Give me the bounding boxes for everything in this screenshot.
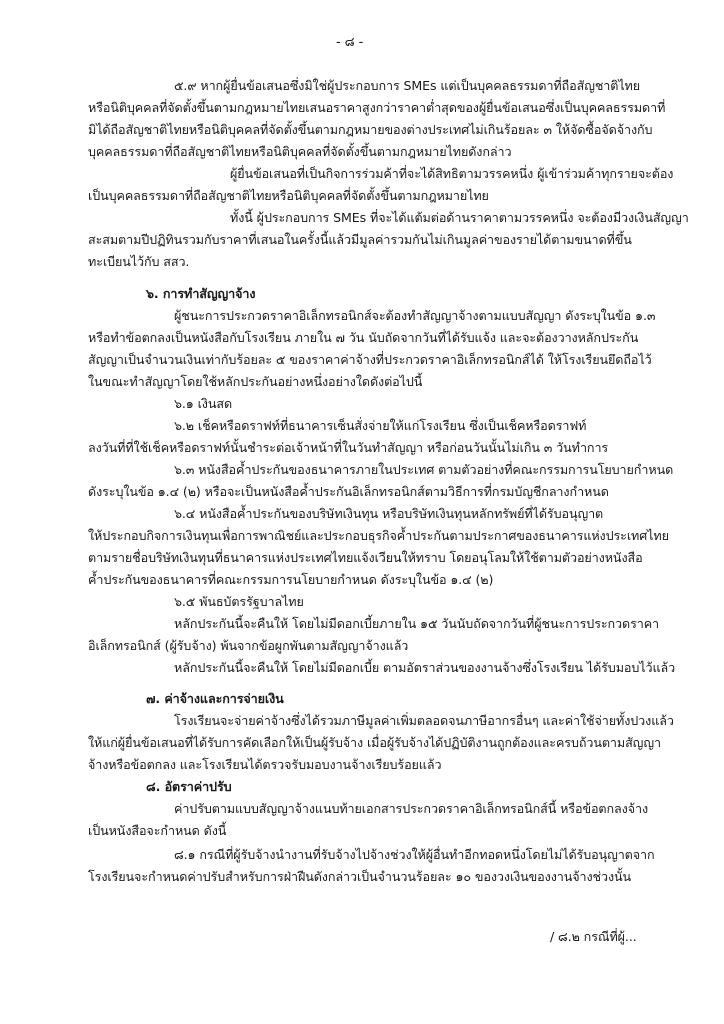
continuation-note: / ๘.๒ กรณีที่ผู้... [550,929,637,944]
para-5-9-line-4: บุคคลธรรมดาที่ถือสัญชาติไทยหรือนิติบุคคลที่จัดตั้งขึ้นตามกฎหมายไทยดังกล่าว [88,144,512,159]
item-6-4-line-3: ตามรายชื่อบริษัทเงินทุนที่ธนาคารแห่งประเทศไทยแจ้งเวียนให้ทราบ โดยอนุโลมให้ใช้ตามตัวอย่างหนังสือ [88,550,643,565]
para-6-line-3: สัญญาเป็นจำนวนเงินเท่ากับร้อยละ ๕ ของราคาค่าจ้างที่ประกวดราคาอิเล็กทรอนิกส์ได้ ให้โรงเรียนยึดถือไว้ [88,352,652,367]
item-6-1: ๖.๑ เงินสด [174,396,233,411]
item-8-1-line-2: โรงเรียนจะกำหนดค่าปรับสำหรับการฝ่าฝืนดังกล่าวเป็นจำนวนร้อยละ ๑๐ ของวงเงินของงานจ้างช่วงนั้น [88,869,632,884]
item-6-4-line-2: ให้ประกอบกิจการเงินทุนเพื่อการพาณิชย์และประกอบธุรกิจค้ำประกันตามประกาศของธนาคารแห่งประเทศไทย [88,528,669,543]
para-5-9-line-7: ทั้งนี้ ผู้ประกอบการ SMEs ที่จะได้แต้มต่อด้านราคาตามวรรคหนึ่ง จะต้องมีวงเงินสัญญา [230,210,689,225]
para-6-line-2: หรือทำข้อตกลงเป็นหนังสือกับโรงเรียน ภายใน ๗ วัน นับถัดจากวันที่ได้รับแจ้ง และจะต้องวางหลักประกัน [88,330,639,345]
para-8-line-1: ค่าปรับตามแบบสัญญาจ้างแนบท้ายเอกสารประกวดราคาอิเล็กทรอนิกส์นี้ หรือข้อตกลงจ้าง [174,801,648,816]
para-5-9-line-5: ผู้ยื่นข้อเสนอที่เป็นกิจการร่วมค้าที่จะได้สิทธิตามวรรคหนึ่ง ผู้เข้าร่วมค้าทุกรายจะต้อง [230,166,674,181]
para-6-return-line-2: อิเล็กทรอนิกส์ (ผู้รับจ้าง) พ้นจากข้อผูกพันตามสัญญาจ้างแล้ว [88,638,409,653]
para-5-9-line-6: เป็นบุคคลธรรมดาที่ถือสัญชาติไทยหรือนิติบุคคลที่จัดตั้งขึ้นตามกฎหมายไทย [88,188,489,203]
para-6-line-4: ในขณะทำสัญญาโดยใช้หลักประกันอย่างหนึ่งอย่างใดดังต่อไปนี้ [88,374,423,389]
para-6-return-line-1: หลักประกันนี้จะคืนให้ โดยไม่มีดอกเบี้ยภายใน ๑๕ วันนับถัดจากวันที่ผู้ชนะการประกวดราคา [174,616,660,631]
heading-section-7: ๗. ค่าจ้างและการจ่ายเงิน [146,691,284,706]
para-5-9-line-3: มิได้ถือสัญชาติไทยหรือนิติบุคคลที่จัดตั้งขึ้นตามกฎหมายของต่างประเทศไม่เกินร้อยละ ๓ ให้จัดซื้อจัดจ้างกับ [88,122,653,137]
para-5-9-line-2: หรือนิติบุคคลที่จัดตั้งขึ้นตามกฎหมายไทยเสนอราคาสูงกว่าราคาต่ำสุดของผู้ยื่นข้อเสนอซึ่งเป็นบุคคลธรรมดาที่ [88,100,666,115]
heading-section-8: ๘. อัตราค่าปรับ [146,779,232,794]
item-6-4-line-4: ค้ำประกันของธนาคารที่คณะกรรมการนโยบายกำหนด ดังระบุในข้อ ๑.๔ (๒) [88,572,494,587]
para-7-line-1: โรงเรียนจะจ่ายค่าจ้างซึ่งได้รวมภาษีมูลค่าเพิ่มตลอดจนภาษีอากรอื่นๆ และค่าใช้จ่ายทั้งปวงแล้ว [174,713,674,728]
item-6-2-line-2: ลงวันที่ที่ใช้เช็คหรือดราฟท์นั้นชำระต่อเจ้าหน้าที่ในวันทำสัญญา หรือก่อนวันนั้นไม่เกิน ๓ วันทำการ [88,440,609,455]
heading-section-6: ๖. การทำสัญญาจ้าง [146,286,256,301]
item-6-5: ๖.๕ พันธบัตรรัฐบาลไทย [174,594,304,609]
item-6-3-line-2: ดังระบุในข้อ ๑.๔ (๒) หรือจะเป็นหนังสือค้ำประกันอิเล็กทรอนิกส์ตามวิธีการที่กรมบัญชีกลางกำหนด [88,484,609,499]
item-6-2-line-1: ๖.๒ เช็คหรือดราฟท์ที่ธนาคารเซ็นสั่งจ่ายให้แก่โรงเรียน ซึ่งเป็นเช็คหรือดราฟท์ [174,418,587,433]
para-8-line-2: เป็นหนังสือจะกำหนด ดังนี้ [88,823,227,838]
para-6-return-line-3: หลักประกันนี้จะคืนให้ โดยไม่มีดอกเบี้ย ตามอัตราส่วนของงานจ้างซึ่งโรงเรียน ได้รับมอบไว้แล้ว [174,660,676,675]
para-7-line-3: จ้างหรือข้อตกลง และโรงเรียนได้ตรวจรับมอบงานจ้างเรียบร้อยแล้ว [88,757,442,772]
page-number: - ๘ - [336,35,364,50]
para-5-9-line-1: ๕.๙ หากผู้ยื่นข้อเสนอซึ่งมิใช่ผู้ประกอบการ SMEs แต่เป็นบุคคลธรรมดาที่ถือสัญชาติไทย [174,78,641,93]
item-6-4-line-1: ๖.๔ หนังสือค้ำประกันของบริษัทเงินทุน หรือบริษัทเงินทุนหลักทรัพย์ที่ได้รับอนุญาต [174,506,604,521]
para-5-9-line-8: สะสมตามปีปฏิทินรวมกับราคาที่เสนอในครั้งนี้แล้วมีมูลค่ารวมกันไม่เกินมูลค่าของรายได้ตามขนาดที่ขึ้น [88,232,632,247]
para-6-line-1: ผู้ชนะการประกวดราคาอิเล็กทรอนิกส์จะต้องทำสัญญาจ้างตามแบบสัญญา ดังระบุในข้อ ๑.๓ [174,308,656,323]
para-5-9-line-9: ทะเบียนไว้กับ สสว. [88,254,190,269]
item-8-1-line-1: ๘.๑ กรณีที่ผู้รับจ้างนำงานที่รับจ้างไปจ้างช่วงให้ผู้อื่นทำอีกทอดหนึ่งโดยไม่ได้รับอนุญาตจาก [174,847,655,862]
item-6-3-line-1: ๖.๓ หนังสือค้ำประกันของธนาคารภายในประเทศ ตามตัวอย่างที่คณะกรรมการนโยบายกำหนด [174,462,674,477]
para-7-line-2: ให้แก่ผู้ยื่นข้อเสนอที่ได้รับการคัดเลือกให้เป็นผู้รับจ้าง เมื่อผู้รับจ้างได้ปฏิบัติงานถูกต้องและครบถ้วนตามสัญญา [88,735,661,750]
